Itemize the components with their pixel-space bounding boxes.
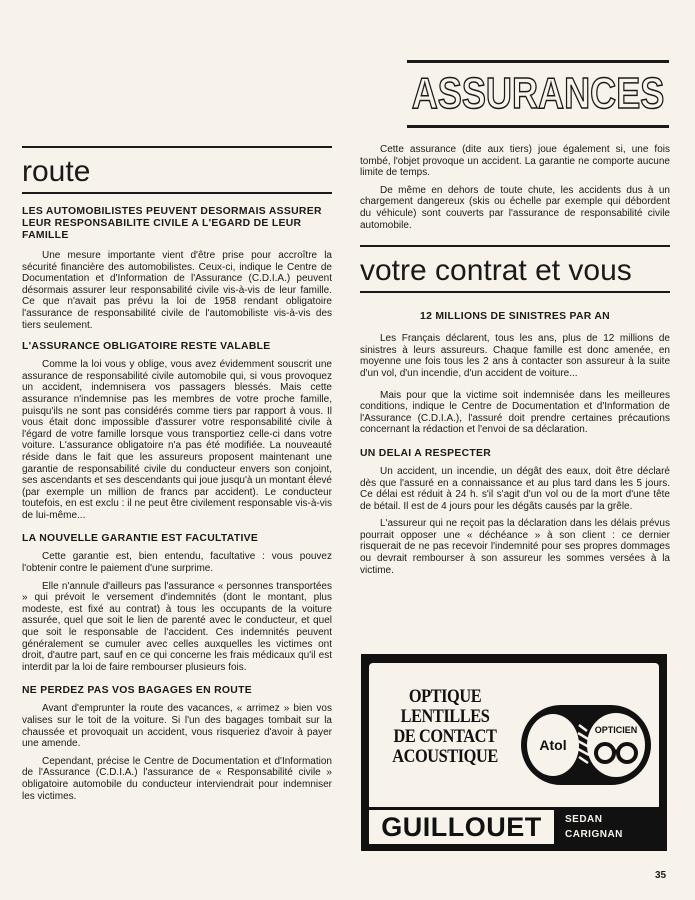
paragraph: Elle n'annule d'ailleurs pas l'assurance « personnes transportées » qui prévoit le versement d'indemnités (dont le montant, plus modeste, est fixé au contrat) à tous les occupants de la voiture assurée, quel que soit le lien de parenté avec le conducteur, et quel que soit le responsable de l'accident. Ces indemnités peuvent généralement se cumuler avec celles auxquelles les victimes ont droit, d'autre part, sauf en ce qui concerne les frais médicaux qu'il est interdit par la loi de faire rembourser plusieurs fois. (22, 580, 332, 673)
divider (22, 146, 332, 148)
optician-advertisement (361, 654, 667, 851)
banner-title: ASSURANCES (411, 69, 665, 118)
section-title-route: route (22, 155, 91, 188)
heading-sinistres: 12 MILLIONS DE SINISTRES PAR AN (419, 311, 610, 323)
opticien-logo (587, 713, 645, 777)
ad-logo-band (521, 705, 651, 785)
paragraph: Mais pour que la victime soit indemnisée dans les meilleures conditions, indique le Centre de Documentation et d'Information de l'Assurance (C.D.I.A.), l'assuré doit prendre certaines précautions concernant la rédaction et l'envoi de sa déclaration. (360, 389, 670, 436)
ad-city: SEDAN (565, 814, 603, 825)
paragraph: Les Français déclarent, tous les ans, plus de 12 millions de sinistres à leurs assureurs. Chaque famille est donc amenée, en moyenne une fois tous les 2 ans à contacter son assureur à la suite d'un vol, d'un incendie, d'un accident de voiture... (360, 333, 670, 379)
paragraph: Cette assurance (dite aux tiers) joue également si, une fois tombé, l'objet provoque un accident. La garantie ne comporte aucune limite de temps. (360, 144, 670, 179)
opticien-label: OPTICIEN (594, 725, 638, 735)
paragraph: Une mesure importante vient d'être prise pour accroître la sécurité financière des automobilistes. Ceux-ci, indique le Centre de Documentation et d'Information de l'Assurance (C.D.I.A.) peuvent désormais assurer leur responsabilité civile vis-à-vis de leur famille. Ce que n'avait pas prévu la loi de 1958 rendant obligatoire l'assurance de responsabilité civile de l'automobiliste vis-à-vis des tiers seulement. (22, 250, 332, 331)
heading-intro: LES AUTOMOBILISTES PEUVENT DESORMAIS ASSURER LEUR RESPONSABILITE CIVILE A L'EGARD DE LEUR FAMILLE (22, 206, 322, 241)
paragraph: De même en dehors de toute chute, les accidents dus à un chargement dangereux (skis ou échelle par exemple qui débordent du véhicule) sont couverts par l'assurance de responsabilité civile automobile. (360, 184, 670, 231)
paragraph: Comme la loi vous y oblige, vous avez évidemment souscrit une assurance de responsabilité civile automobile qui, si vous provoquez un accident, indemnisera vos passagers blessés. Mais cette assurance n'indemnise pas les membres de votre proche famille, puisqu'ils ne sont pas considérés comme tiers par rapport à vous. Il vous était donc impossible d'assurer votre responsabilité civile à l'égard de votre famille lorsque vous transportiez celle-ci dans votre voiture. L'assurance obligatoire n'a pas été modifiée. La nouveauté réside dans le fait que les assureurs proposent maintenant une garantie de responsabilité civile du conducteur envers son conjoint, ses ascendants et ses descendants qui joue jusqu'à un montant élevé (par exemple un million de francs par accident). Le conducteur toutefois, en est exclu : il ne peut être civilement responsable vis-à-vis de lui-même... (22, 359, 332, 521)
heading-bagages: NE PERDEZ PAS VOS BAGAGES EN ROUTE (22, 685, 252, 697)
heading-obligatoire: L'ASSURANCE OBLIGATOIRE RESTE VALABLE (22, 341, 271, 353)
glasses-icon (593, 739, 639, 765)
page-number: 35 (655, 870, 667, 881)
paragraph: Un accident, un incendie, un dégât des eaux, doit être déclaré dès que l'assuré en a connaissance et au plus tard dans les 5 jours. Ce délai est réduit à 24 h. s'il s'agit d'un vol ou de la mort d'une tête de bétail. Il est de 4 jours pour les dégâts causés par la grêle. (360, 465, 670, 512)
ad-line: ACOUSTIQUE (392, 746, 498, 767)
divider (22, 192, 332, 194)
heading-facultative: LA NOUVELLE GARANTIE EST FACULTATIVE (22, 533, 259, 545)
paragraph: Cependant, précise le Centre de Documentation et d'Information de l'Assurance (C.D.I.A.) l'assurance de « Responsabilité civile » obligatoire automobile du conducteur interviendrait pour indemniser les victimes. (22, 755, 332, 802)
right-column (360, 144, 670, 582)
ad-line: DE CONTACT (393, 726, 497, 747)
ad-line: LENTILLES (400, 706, 490, 727)
section-banner (407, 60, 669, 128)
ad-brand-name: GUILLOUET (369, 810, 554, 844)
paragraph: Avant d'emprunter la route des vacances, « arrimez » bien vos valises sur le toit de la voiture. Si l'un des bagages tombait sur la chaussée et provoquait un accident, vous risqueriez d'avoir à payer une amende. (22, 703, 332, 750)
ad-city: CARIGNAN (565, 829, 623, 840)
paragraph: Cette garantie est, bien entendu, facultative : vous pouvez l'obtenir contre le paiement d'une surprime. (22, 551, 332, 575)
atol-logo: Atol (527, 714, 579, 776)
ad-services (381, 687, 509, 767)
paragraph: L'assureur qui ne reçoit pas la déclaration dans les délais prévus pourrait opposer une « déchéance » à son client : ce dernier risquerait de ne pas recevoir l'indemnité pour ses propres dommages ou devrait rembourser à son assureur les sommes versées à la victime. (360, 518, 670, 576)
ad-line: OPTIQUE (408, 686, 482, 707)
divider (360, 291, 670, 293)
heading-delai: UN DELAI A RESPECTER (360, 447, 492, 459)
left-column (22, 140, 332, 808)
divider (360, 245, 670, 247)
ad-panel (369, 663, 659, 807)
section-title-contrat: votre contrat et vous (360, 254, 632, 288)
ad-footer (369, 810, 659, 844)
